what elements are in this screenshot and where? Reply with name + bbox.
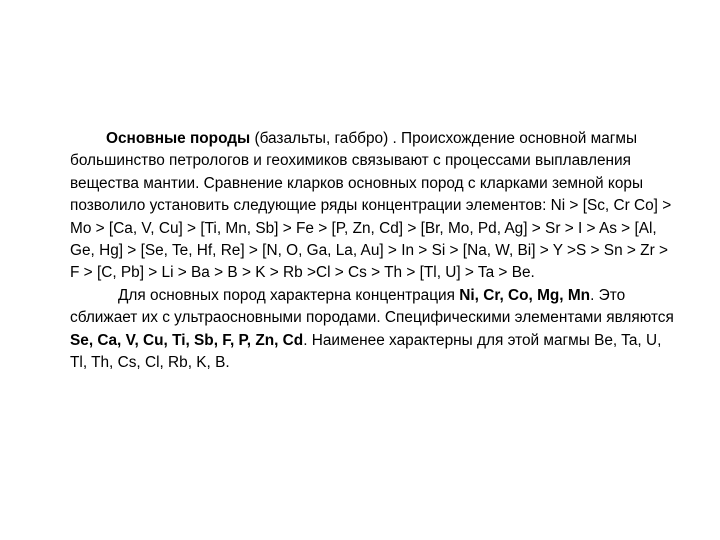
paragraph-2-ending: . Наименее характерны для этой магмы Be, Ta, U, Tl, Th, Cs, Cl, Rb, K, B. [70,331,662,372]
paragraph-basic-rocks [70,128,680,285]
text-block [70,128,680,374]
paragraph-1-body: (базальты, габбро) . Происхождение основной магмы большинство петрологов и геохимиков связывают с процессами выплавления вещества мантии. Сравнение кларков основных пород с кларками земной коры позволило установить следующие ряды концентрации элементов: Ni > [Sc, Cr Co] > Mo > [Ca, V, Cu] > [Ti, Mn, Sb] > Fe > [P, Zn, Cd] > [Br, Mo, Pd, Ag] > Sr > I > As > [Al, Ge, Hg] > [Se, Te, Hf, Re] > [N, O, Ga, La, Au] > In > Si > [Na, W, Bi] > Y >S > Sn > Zr > F > [C, Pb] > Li > Ba > B > K > Rb >Cl > Cs > Th > [Tl, U] > Ta > Be. [70,130,672,282]
specific-elements-list: Se, Ca, V, Cu, Ti, Sb, F, P, Zn, Cd [70,331,304,349]
paragraph-characteristic-elements [70,285,680,375]
paragraph-2-middle: . Это сближает их с ультраосновными породами. Специфическими элементами являются [70,286,674,327]
heading-basic-rocks: Основные породы [106,130,251,147]
paragraph-2-intro: Для основных пород характерна концентрация [118,286,460,304]
characteristic-elements-list: Ni, Cr, Co, Mg, Mn [459,286,591,304]
